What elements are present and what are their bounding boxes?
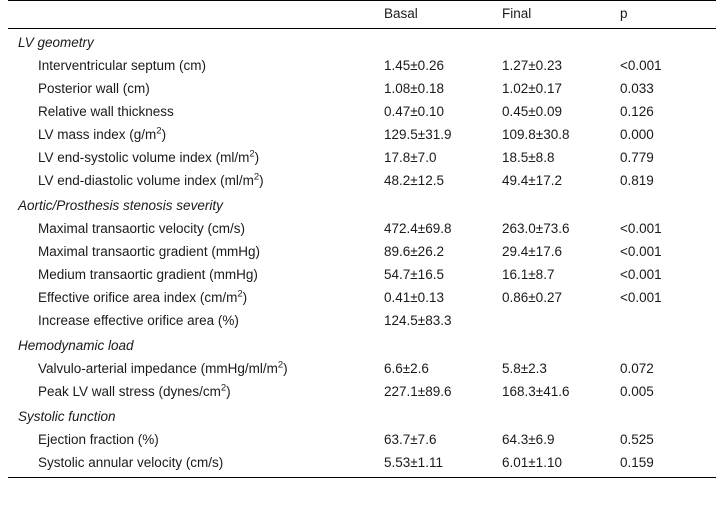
row-label: Maximal transaortic velocity (cm/s) — [38, 220, 246, 236]
table-row — [8, 54, 716, 77]
cell-basal: 48.2±12.5 — [384, 172, 444, 188]
cell-final: 18.5±8.8 — [502, 149, 555, 165]
table-row — [8, 77, 716, 100]
superscript: 2 — [220, 382, 227, 394]
superscript: 2 — [277, 359, 284, 371]
cell-final — [498, 29, 616, 55]
label-tail: ) — [242, 289, 248, 305]
table-row — [8, 123, 716, 146]
row-label: Posterior wall (cm) — [38, 80, 150, 96]
cell-basal: 89.6±26.2 — [384, 243, 444, 259]
column-header-p: p — [616, 1, 716, 29]
cell-final: 0.86±0.27 — [502, 289, 562, 305]
cell-basal: 5.53±1.11 — [380, 452, 498, 478]
cell-p — [616, 29, 716, 55]
table-row — [8, 263, 716, 286]
cell-p — [616, 403, 716, 428]
cell-final: 6.01±1.10 — [498, 452, 616, 478]
table-row — [8, 240, 716, 263]
header-row — [8, 1, 716, 29]
cell-p: <0.001 — [620, 57, 662, 73]
section-label: LV geometry — [18, 35, 94, 50]
cell-final: 0.45±0.09 — [502, 103, 562, 119]
cell-p: 0.005 — [620, 383, 654, 399]
row-label: Ejection fraction (%) — [38, 432, 159, 448]
row-label: Interventricular septum (cm) — [38, 57, 207, 73]
superscript: 2 — [249, 148, 255, 160]
column-header-variable — [8, 1, 380, 29]
cell-p: 0.126 — [620, 103, 654, 119]
cell-final: 168.3±41.6 — [502, 383, 570, 399]
cell-basal: 129.5±31.9 — [384, 126, 452, 142]
cell-p: 0.000 — [620, 126, 654, 142]
label-tail: ) — [259, 172, 264, 188]
cell-basal: 227.1±89.6 — [384, 383, 452, 399]
table-row — [8, 146, 716, 169]
table-header — [8, 1, 716, 29]
table-row — [8, 286, 716, 309]
label-tail: ) — [226, 383, 231, 399]
cell-basal: 1.08±0.18 — [384, 80, 444, 96]
cell-final: 64.3±6.9 — [502, 432, 555, 448]
cell-p — [616, 192, 716, 217]
section-label: Hemodynamic load — [18, 337, 134, 353]
cell-basal — [380, 403, 498, 428]
cell-basal: 63.7±7.6 — [384, 432, 437, 448]
cell-p — [616, 332, 716, 357]
cell-final: 5.8±2.3 — [502, 360, 547, 376]
cell-final: 109.8±30.8 — [502, 126, 570, 142]
cell-p: 0.033 — [620, 80, 654, 96]
table-section-row — [8, 332, 716, 357]
cell-p: <0.001 — [620, 243, 662, 259]
table-row — [8, 309, 716, 332]
cell-p: <0.001 — [620, 289, 662, 305]
section-label: Systolic function — [18, 409, 116, 425]
section-label: Aortic/Prosthesis stenosis severity — [18, 197, 223, 213]
label-tail: ) — [254, 149, 260, 165]
cell-p: <0.001 — [620, 266, 662, 282]
label-tail: ) — [161, 126, 167, 142]
cell-basal: 1.45±0.26 — [384, 57, 444, 73]
row-label: Peak LV wall stress $(dynes/cm^2)$ — [38, 382, 231, 399]
cell-final — [498, 309, 616, 332]
table-row — [8, 357, 716, 380]
row-label: Medium transaortic gradient (mmHg) — [38, 266, 258, 282]
cell-basal — [380, 192, 498, 217]
cell-basal: 124.5±83.3 — [384, 312, 452, 328]
table-row — [8, 429, 716, 452]
superscript: 2 — [253, 171, 260, 183]
row-label: LV mass index $(g/m^2)$ — [38, 125, 167, 142]
cell-final: 49.4±17.2 — [502, 172, 562, 188]
column-header-final: Final — [498, 1, 616, 29]
cell-basal: 0.41±0.13 — [384, 289, 444, 305]
cell-basal: 17.8±7.0 — [384, 149, 437, 165]
cell-final: 1.02±0.17 — [502, 80, 562, 96]
table-section-row — [8, 29, 716, 55]
table-row — [8, 380, 716, 403]
column-header-basal: Basal — [380, 1, 498, 29]
row-label: LV end-systolic volume index $(ml/m^2)$ — [38, 148, 260, 165]
label-tail: ) — [283, 360, 288, 376]
cell-basal: 0.47±0.10 — [384, 103, 444, 119]
measurements-table — [8, 0, 716, 478]
table-row — [8, 452, 716, 478]
cell-basal — [380, 29, 498, 55]
cell-p: 0.525 — [620, 432, 654, 448]
cell-p: 0.819 — [620, 172, 654, 188]
cell-final: 29.4±17.6 — [502, 243, 562, 259]
cell-p: 0.072 — [620, 360, 654, 376]
table-row — [8, 169, 716, 192]
cell-final — [498, 192, 616, 217]
row-label: Increase effective orifice area (%) — [38, 312, 239, 328]
cell-final — [498, 403, 616, 428]
cell-basal: 54.7±16.5 — [384, 266, 444, 282]
cell-final: 1.27±0.23 — [502, 57, 562, 73]
table-body — [8, 29, 716, 478]
row-label: Relative wall thickness — [38, 103, 174, 119]
row-label: Valvulo-arterial impedance $(mmHg/ml/m^2)$ — [38, 359, 288, 376]
row-label: Maximal transaortic gradient (mmHg) — [38, 243, 261, 259]
table-row — [8, 217, 716, 240]
superscript: 2 — [237, 288, 243, 300]
cell-p: 0.779 — [620, 149, 654, 165]
table-section-row — [8, 403, 716, 428]
cell-final: 16.1±8.7 — [502, 266, 555, 282]
cell-basal: 6.6±2.6 — [384, 360, 429, 376]
table-section-row — [8, 192, 716, 217]
cell-p: 0.159 — [616, 452, 716, 478]
row-label: LV end-diastolic volume index $(ml/m^2)$ — [38, 171, 264, 188]
cell-final — [498, 332, 616, 357]
row-label: Effective orifice area index $(cm/m^2)$ — [38, 288, 248, 305]
cell-p: <0.001 — [620, 220, 662, 236]
cell-p — [616, 309, 716, 332]
table-row — [8, 100, 716, 123]
superscript: 2 — [156, 125, 162, 137]
cell-final: 263.0±73.6 — [502, 220, 570, 236]
cell-basal — [380, 332, 498, 357]
cell-basal: 472.4±69.8 — [384, 220, 452, 236]
row-label: Systolic annular velocity (cm/s) — [8, 452, 380, 478]
